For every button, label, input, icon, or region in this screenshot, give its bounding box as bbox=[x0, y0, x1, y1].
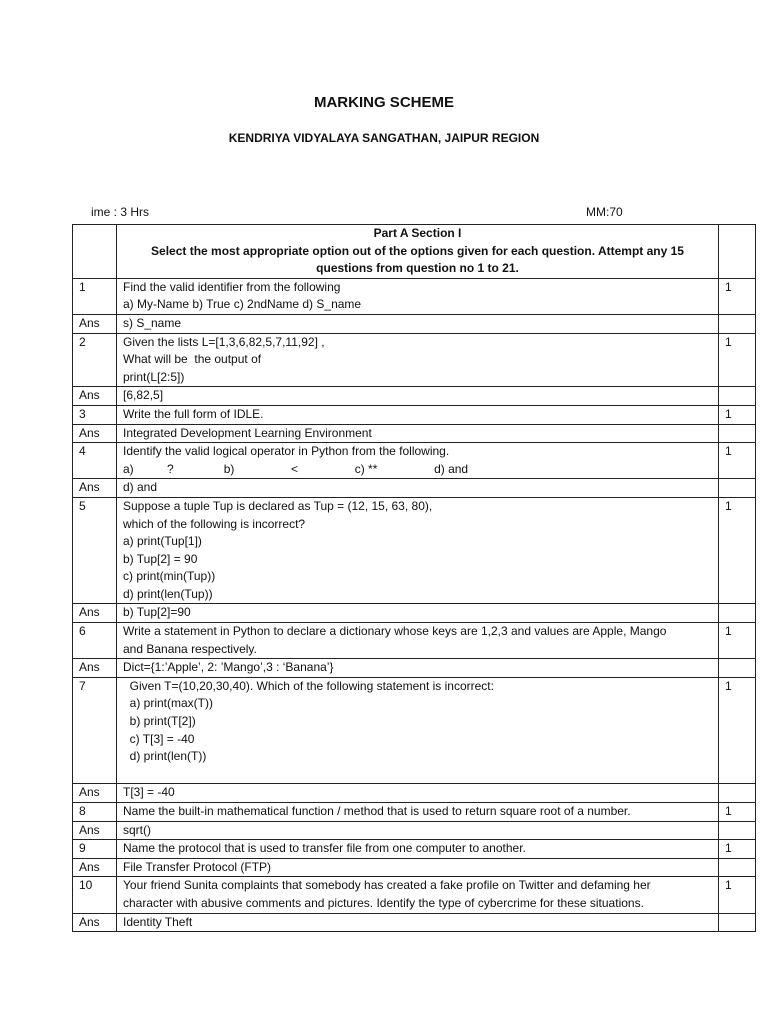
answer-text bbox=[117, 479, 719, 498]
question-row bbox=[73, 623, 756, 659]
answer-text bbox=[117, 659, 719, 678]
question-text bbox=[117, 840, 719, 859]
question-number: 10 bbox=[73, 877, 117, 913]
marks-cell bbox=[719, 314, 756, 333]
answer-label: Ans bbox=[73, 913, 117, 932]
marks-cell bbox=[719, 659, 756, 678]
answer-line: d) and bbox=[123, 480, 158, 495]
question-line: a) print(Tup[1]) bbox=[123, 534, 202, 549]
marks-cell bbox=[719, 913, 756, 932]
question-line: a) My-Name b) True c) 2ndName d) S_name bbox=[123, 297, 362, 312]
section-heading: Part A Section I bbox=[373, 226, 462, 240]
answer-row bbox=[73, 604, 756, 623]
marks-cell bbox=[719, 784, 756, 803]
answer-text bbox=[117, 604, 719, 623]
answer-line: sqrt() bbox=[123, 822, 151, 837]
question-text bbox=[117, 278, 719, 314]
question-row bbox=[73, 840, 756, 859]
question-line bbox=[123, 766, 712, 784]
section-instruction: questions from question no 1 to 21. bbox=[316, 261, 519, 276]
question-line: d) print(len(T)) bbox=[123, 749, 207, 764]
question-number: 8 bbox=[73, 803, 117, 822]
question-number: 4 bbox=[73, 443, 117, 479]
question-line: Write a statement in Python to declare a dictionary whose keys are 1,2,3 and values are Apple, Mango bbox=[123, 624, 667, 639]
question-text bbox=[117, 497, 719, 604]
answer-label: Ans bbox=[73, 604, 117, 623]
section-instruction: Select the most appropriate option out of the options given for each question. Attempt any 15 bbox=[151, 243, 684, 258]
answer-label: Ans bbox=[73, 784, 117, 803]
question-line: b) Tup[2] = 90 bbox=[123, 551, 198, 566]
question-line: Name the built-in mathematical function / method that is used to return square root of a number. bbox=[123, 804, 631, 818]
max-marks: MM:70 bbox=[586, 205, 623, 219]
question-number: 2 bbox=[73, 333, 117, 387]
question-row bbox=[73, 877, 756, 913]
question-number: 9 bbox=[73, 840, 117, 859]
section-header-row bbox=[73, 225, 756, 279]
question-line: Given the lists L=[1,3,6,82,5,7,11,92] , bbox=[123, 334, 325, 349]
answer-line: Integrated Development Learning Environment bbox=[123, 425, 372, 440]
question-line: Find the valid identifier from the following bbox=[123, 279, 341, 294]
question-line: b) print(T[2]) bbox=[123, 714, 196, 729]
question-line: c) T[3] = -40 bbox=[123, 731, 195, 746]
question-line: character with abusive comments and pictures. Identify the type of cybercrime for these situations. bbox=[123, 895, 644, 910]
marks-cell bbox=[719, 604, 756, 623]
question-line: a) print(max(T)) bbox=[123, 696, 214, 711]
section-empty-cell bbox=[73, 225, 117, 279]
marks-cell: 1 bbox=[719, 278, 756, 314]
answer-row bbox=[73, 821, 756, 840]
marks-cell: 1 bbox=[719, 333, 756, 387]
question-line: d) print(len(Tup)) bbox=[123, 586, 213, 601]
marks-cell: 1 bbox=[719, 405, 756, 424]
question-line: a) ? b) < c) ** d) and bbox=[123, 461, 469, 476]
answer-row bbox=[73, 479, 756, 498]
answer-line: Identity Theft bbox=[123, 914, 193, 929]
answer-text bbox=[117, 821, 719, 840]
question-row bbox=[73, 677, 756, 784]
answer-label: Ans bbox=[73, 659, 117, 678]
question-number: 1 bbox=[73, 278, 117, 314]
question-row bbox=[73, 278, 756, 314]
marks-cell: 1 bbox=[719, 443, 756, 479]
question-line: Identify the valid logical operator in Python from the following. bbox=[123, 444, 450, 459]
answer-label: Ans bbox=[73, 424, 117, 443]
answer-line: T[3] = -40 bbox=[123, 785, 175, 800]
answer-line: b) Tup[2]=90 bbox=[123, 605, 191, 620]
page-title: MARKING SCHEME bbox=[313, 94, 454, 111]
question-number: 7 bbox=[73, 677, 117, 784]
question-line: Write the full form of IDLE. bbox=[123, 406, 264, 421]
question-text bbox=[117, 677, 719, 784]
question-line: Name the protocol that is used to transfer file from one computer to another. bbox=[123, 841, 526, 856]
marks-cell bbox=[719, 387, 756, 406]
answer-label: Ans bbox=[73, 387, 117, 406]
question-text bbox=[117, 803, 719, 822]
question-line: What will be the output of bbox=[123, 352, 262, 367]
answer-row bbox=[73, 784, 756, 803]
marks-cell: 1 bbox=[719, 677, 756, 784]
answer-line: File Transfer Protocol (FTP) bbox=[123, 859, 272, 874]
question-row bbox=[73, 443, 756, 479]
question-line: Suppose a tuple Tup is declared as Tup = (12, 15, 63, 80), bbox=[123, 498, 433, 513]
question-line: print(L[2:5]) bbox=[123, 369, 185, 384]
question-row bbox=[73, 405, 756, 424]
marks-cell bbox=[719, 424, 756, 443]
question-row bbox=[73, 803, 756, 822]
marks-cell: 1 bbox=[719, 497, 756, 604]
question-line: Your friend Sunita complaints that somebody has created a fake profile on Twitter and defaming her bbox=[123, 878, 651, 893]
answer-row bbox=[73, 424, 756, 443]
marks-cell: 1 bbox=[719, 840, 756, 859]
answer-row bbox=[73, 659, 756, 678]
answer-text bbox=[117, 858, 719, 877]
question-number: 3 bbox=[73, 405, 117, 424]
marks-cell bbox=[719, 479, 756, 498]
answer-label: Ans bbox=[73, 479, 117, 498]
answer-label: Ans bbox=[73, 314, 117, 333]
question-line: c) print(min(Tup)) bbox=[123, 569, 216, 584]
answer-row bbox=[73, 387, 756, 406]
question-line: Given T=(10,20,30,40). Which of the following statement is incorrect: bbox=[123, 678, 494, 693]
marks-cell: 1 bbox=[719, 803, 756, 822]
marks-cell: 1 bbox=[719, 623, 756, 659]
answer-label: Ans bbox=[73, 821, 117, 840]
question-line: which of the following is incorrect? bbox=[123, 516, 306, 531]
answer-text bbox=[117, 387, 719, 406]
answer-line: s) S_name bbox=[123, 315, 182, 330]
section-header-cell bbox=[117, 225, 719, 279]
answer-row bbox=[73, 913, 756, 932]
question-text bbox=[117, 877, 719, 913]
question-text bbox=[117, 443, 719, 479]
section-empty-cell bbox=[719, 225, 756, 279]
marks-cell bbox=[719, 821, 756, 840]
marks-cell: 1 bbox=[719, 877, 756, 913]
question-line: and Banana respectively. bbox=[123, 641, 257, 656]
answer-row bbox=[73, 314, 756, 333]
page-subtitle: KENDRIYA VIDYALAYA SANGATHAN, JAIPUR REGION bbox=[228, 131, 540, 145]
question-text bbox=[117, 405, 719, 424]
answer-row bbox=[73, 858, 756, 877]
question-text bbox=[117, 333, 719, 387]
answer-line: [6,82,5] bbox=[123, 388, 164, 403]
question-text bbox=[117, 623, 719, 659]
question-row bbox=[73, 497, 756, 604]
answer-text bbox=[117, 424, 719, 443]
marks-cell bbox=[719, 858, 756, 877]
answer-text bbox=[117, 913, 719, 932]
answer-line: Dict={1:’Apple’, 2: ’Mango’,3 : ‘Banana’} bbox=[123, 660, 334, 675]
marking-scheme-table bbox=[72, 224, 756, 932]
answer-label: Ans bbox=[73, 858, 117, 877]
answer-text bbox=[117, 784, 719, 803]
question-row bbox=[73, 333, 756, 387]
time-duration: ime : 3 Hrs bbox=[91, 205, 150, 219]
question-number: 6 bbox=[73, 623, 117, 659]
question-number: 5 bbox=[73, 497, 117, 604]
answer-text bbox=[117, 314, 719, 333]
